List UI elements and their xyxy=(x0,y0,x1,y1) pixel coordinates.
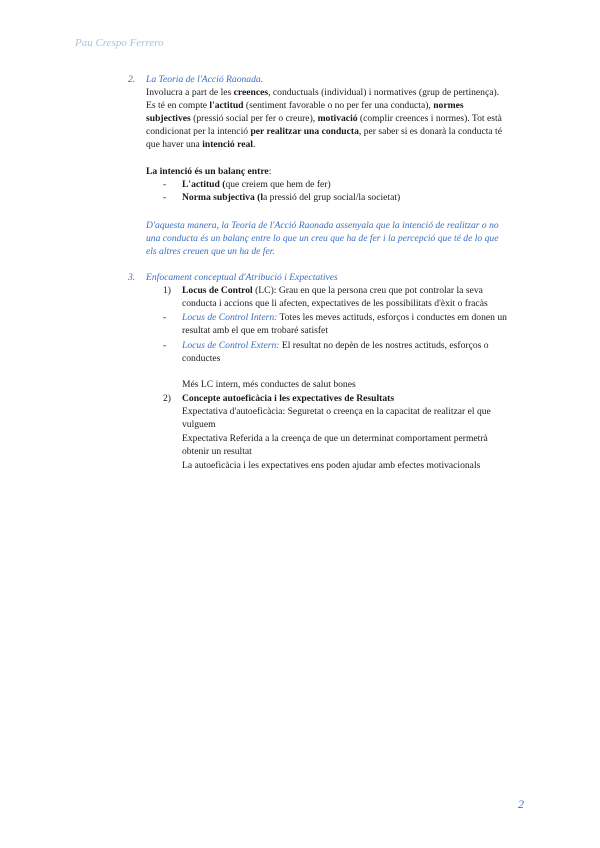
bullet-dash: - xyxy=(163,192,167,203)
sub-bullet-continued: resultat amb el que em trobaré satisfet xyxy=(182,325,328,336)
section-number: 2. xyxy=(128,74,136,85)
conclusion-line: els altres creuen que un ha de fer. xyxy=(146,246,275,257)
sub-bullet: Locus de Control Intern: Totes les meves actituds, esforços i conductes em donen un xyxy=(182,312,507,323)
list-number: 2) xyxy=(163,393,171,404)
paragraph-line: Es té en compte l'actitud (sentiment favorable o no per fer una conducta), normes xyxy=(146,100,464,111)
section-title: La Teoria de l'Acció Raonada. xyxy=(146,74,264,85)
paragraph-line: condicionat per la intenció per realitzar una conducta, per saber si es donarà la conducta té xyxy=(146,126,502,137)
conclusion-line: D'aquesta manera, la Teoria de l'Acció Raonada assenyala que la intenció de realitzar o no xyxy=(146,220,499,231)
list-item: Concepte autoeficàcia i les expectatives de Resultats xyxy=(182,393,395,404)
note-line: Més LC intern, més conductes de salut bones xyxy=(182,379,356,390)
section-title: Enfocament conceptual d'Atribució i Expectatives xyxy=(146,272,338,283)
bullet-item: Norma subjectiva (la pressió del grup social/la societat) xyxy=(182,192,401,203)
section-number: 3. xyxy=(128,272,136,283)
sub-bullet-continued: conductes xyxy=(182,353,221,364)
balance-heading: La intenció és un balanç entre: xyxy=(146,166,272,177)
expectation-line: La autoeficàcia i les expectatives ens poden ajudar amb efectes motivacionals xyxy=(182,460,481,471)
list-item: Locus de Control (LC): Grau en que la persona creu que pot controlar la seva xyxy=(182,285,483,296)
conclusion-line: una conducta és un balanç entre lo que un creu que ha de fer i la percepció que té de lo que xyxy=(146,233,499,244)
paragraph-line: que haver una intenció real. xyxy=(146,139,256,150)
list-item-continued: conducta i accions que li afecten, expectatives de les possibilitats d'èxit o fracàs xyxy=(182,298,488,309)
expectation-line: vulguem xyxy=(182,419,216,430)
bullet-dash: - xyxy=(163,340,167,351)
author-header: Pau Crespo Ferrero xyxy=(75,37,164,49)
page-number: 2 xyxy=(518,797,524,811)
paragraph-line: subjectives (pressió social per fer o creure), motivació (complir creences i normes). Tot està xyxy=(146,113,502,124)
sub-bullet: Locus de Control Extern: El resultat no depèn de les nostres actituds, esforços o xyxy=(182,340,489,351)
list-number: 1) xyxy=(163,285,171,296)
bullet-dash: - xyxy=(163,312,167,323)
paragraph-line: Involucra a part de les creences, conductuals (individual) i normatives (grup de pertinença). xyxy=(146,87,500,98)
expectation-line: Expectativa Referida a la creença de que un determinat comportament permetrà xyxy=(182,433,488,444)
bullet-dash: - xyxy=(163,179,167,190)
expectation-line: Expectativa d'autoeficàcia: Seguretat o creença en la capacitat de realitzar el que xyxy=(182,406,491,417)
expectation-line: obtenir un resultat xyxy=(182,446,252,457)
bullet-item: L'actitud (que creiem que hem de fer) xyxy=(182,179,331,190)
